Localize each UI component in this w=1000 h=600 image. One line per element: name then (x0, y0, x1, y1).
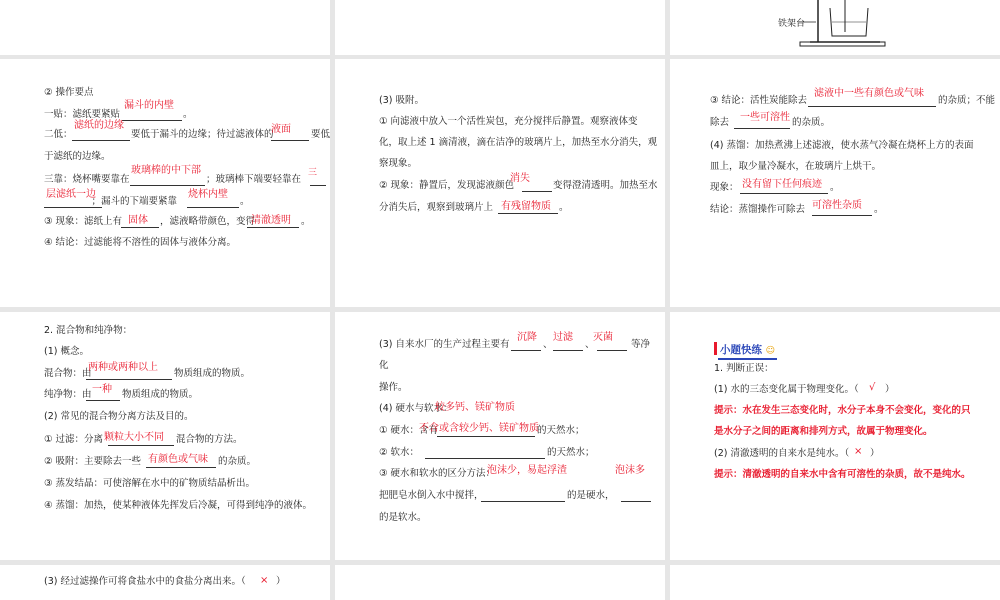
text-line: (3) 自来水厂的生产过程主要有 (379, 339, 510, 350)
blank-line (108, 445, 174, 446)
slide-quick-practice: 小题快练 ☺ 1. 判断正误： (1) 水的三态变化属于物理变化。（ √ ） 提示：水在发生三态变化时，水分子本身不会变化，变化的只 是水分子之间的距离和排列方式，故属于物理变化。 (2) 清澈透明的自来水是纯水。（ × ） 提示：清澈透明的自来水中含有可溶性的杂质，故不是纯水。 (670, 312, 1000, 560)
answer-text: 滤液中一些有颜色或气味 (814, 88, 924, 99)
text-line: ② 现象：静置后，发现滤液颜色 (379, 180, 515, 191)
hint-line: 是水分子之间的距离和排列方式，故属于物理变化。 (714, 426, 933, 437)
text-line: ② 吸附：主要除去一些 (44, 456, 142, 467)
slide-top-middle (335, 0, 665, 55)
text-line: ② 操作要点 (44, 87, 94, 98)
slide-water-treatment: (3) 自来水厂的生产过程主要有 、 、 等净 沉降 过滤 灭菌 化 操作。 (4) 硬水与软水： 较多钙、镁矿物质 ① 硬水：含有 的天然水； 不含或含较少钙、镁矿物质 ② 软水： 的天然水； ③ 硬水和软水的区分方法： 泡沫少，易起浮渣 泡沫多 把肥皂水倒入水中搅拌， 的是硬水， 的是软水。 (335, 312, 665, 560)
hint-line: 提示：水在发生三态变化时，水分子本身不会变化，变化的只 (714, 405, 971, 416)
text-line: ④ 结论：过滤能将不溶性的固体与液体分离。 (44, 237, 237, 248)
text-line: ③ 蒸发结晶：可使溶解在水中的矿物质结晶析出。 (44, 478, 256, 489)
answer-text: 较多钙、镁矿物质 (435, 402, 515, 413)
slide-bottom-right (670, 565, 1000, 600)
blank-line (72, 140, 130, 141)
answer-text: 不含或含较少钙、镁矿物质 (419, 423, 539, 434)
text-line: (1) 水的三态变化属于物理变化。（ (714, 384, 859, 395)
text-line: (2) 常见的混合物分离方法及目的。 (44, 411, 194, 422)
answer-text: 灭菌 (593, 332, 613, 343)
answer-cross-mark: × (260, 575, 269, 586)
blank-line (86, 400, 120, 401)
text-line: 混合物：由 (44, 368, 92, 379)
text-line: 分消失后，观察到玻璃片上 (379, 202, 494, 213)
blank-line (122, 120, 182, 121)
hint-line: 提示：清澈透明的自来水中含有可溶性的杂质，故不是纯水。 (714, 469, 971, 480)
answer-text: 可溶性杂质 (812, 200, 862, 211)
slide-adsorption: (3) 吸附。 ① 向滤液中放入一个活性炭包，充分搅拌后静置。观察液体变 化，取上述 1 滴清液，滴在洁净的玻璃片上，加热至水分消失，观 察现象。 ② 现象：静置后，发现滤液颜色 变得澄清透明。加热至水 消失 分消失后，观察到玻璃片上 。 有残留物质 (335, 59, 665, 307)
text-line: ③ 现象：滤纸上有 (44, 216, 123, 227)
answer-text: 有颜色或气味 (148, 454, 208, 465)
answer-text: 有残留物质 (501, 201, 551, 212)
text-line: 除去 (710, 117, 730, 128)
text-line: (3) 吸附。 (379, 95, 424, 106)
text-line: 三靠：烧杯嘴要靠在 (44, 174, 130, 185)
text-line: ① 向滤液中放入一个活性炭包，充分搅拌后静置。观察液体变 (379, 116, 638, 127)
text-line: 化，取上述 1 滴清液，滴在洁净的玻璃片上，加热至水分消失，观 (379, 137, 658, 148)
blank-line (121, 227, 159, 228)
text-line: 把肥皂水倒入水中搅拌， (379, 490, 484, 501)
text-line: ① 硬水：含有 (379, 425, 439, 436)
blank-line (437, 436, 535, 437)
answer-text: 清澈透明 (251, 215, 291, 226)
answer-text: 颗粒大小不同 (104, 432, 164, 443)
text-line: 结论：蒸馏操作可除去 (710, 204, 806, 215)
answer-text: 没有留下任何痕迹 (742, 179, 822, 190)
text-line: 1. 判断正误： (714, 363, 774, 374)
blank-line (425, 458, 545, 459)
blank-line (621, 501, 651, 502)
blank-line (597, 350, 627, 351)
answer-text: 固体 (128, 215, 148, 226)
text-line: (4) 硬水与软水： (379, 403, 453, 414)
blank-line (86, 379, 172, 380)
slide-mixture-pure: 2. 混合物和纯净物： (1) 概念。 混合物：由 物质组成的物质。 两种或两种以上 纯净物：由 物质组成的物质。 一种 (2) 常见的混合物分离方法及目的。 ① 过滤：分离 混合物的方法。 颗粒大小不同 ② 吸附：主要除去一些 的杂质。 有颜色或气味 ③ 蒸发结晶：可使溶解在水中的矿物质结晶析出。 ④ 蒸馏：加热，使某种液体先挥发后冷凝，可得到纯净的液体。 (0, 312, 330, 560)
text-line: 的是软水。 (379, 512, 427, 523)
answer-text: 一种 (92, 384, 112, 395)
answer-text: 滤纸的边缘 (74, 120, 124, 131)
text-line: ② 软水： (379, 447, 420, 458)
text-line: 皿上，取少量冷凝水，在玻璃片上烘干。 (710, 161, 882, 172)
text-line: (1) 概念。 (44, 346, 89, 357)
blank-line (310, 185, 326, 186)
slide-top-right (670, 0, 1000, 55)
text-line: 2. 混合物和纯净物： (44, 325, 133, 336)
slide-bottom-left: (3) 经过滤操作可将食盐水中的食盐分离出来。（ × ） (0, 565, 330, 600)
text-line: ；漏斗的下端要紧靠 (91, 196, 178, 207)
answer-text: 玻璃棒的中下部 (131, 165, 201, 176)
blank-line (130, 185, 205, 186)
iron-stand-label: 铁架台 (778, 19, 806, 29)
text-line: ③ 结论：活性炭能除去 (710, 95, 808, 106)
quick-practice-badge: 小题快练 ☺ (718, 342, 777, 360)
blank-line (740, 193, 828, 194)
answer-text: 烧杯内壁 (188, 189, 228, 200)
blank-line (498, 213, 558, 214)
text-line: (4) 蒸馏：加热煮沸上述滤液，使水蒸气冷凝在烧杯上方的表面 (710, 140, 974, 151)
answer-text: 两种或两种以上 (88, 362, 158, 373)
blank-line (247, 227, 299, 228)
text-line: (2) 清澈透明的自来水是纯水。（ (714, 448, 850, 459)
answer-text: 漏斗的内壁 (124, 100, 174, 111)
text-line: 操作。 (379, 382, 408, 393)
text-line: 一贴：滤纸要紧贴 (44, 109, 121, 120)
iron-stand-diagram (670, 0, 1000, 55)
text-line: 化 (379, 360, 389, 371)
blank-line (553, 350, 583, 351)
answer-text: 泡沫多 (615, 465, 645, 476)
slide-filtration-points: ② 操作要点 一贴：滤纸要紧贴 。 漏斗的内壁 二低： 要低于漏斗的边缘；待过滤液体的 要低 滤纸的边缘 液面 于滤纸的边缘。 三靠：烧杯嘴要靠在 ；玻璃棒下端要轻靠在 玻璃棒的中下部 三 ；漏斗的下端要紧靠 。 层滤纸一边 烧杯内壁 ③ 现象：滤纸上有 ，滤液略带颜色，变得 。 固体 清澈透明 ④ 结论：过滤能将不溶性的固体与液体分离。 (0, 59, 330, 307)
badge-icon: ☺ (765, 346, 776, 356)
slide-distillation: ③ 结论：活性炭能除去 的杂质；不能 滤液中一些有颜色或气味 除去 的杂质。 一些可溶性 (4) 蒸馏：加热煮沸上述滤液，使水蒸气冷凝在烧杯上方的表面 皿上，取少量冷凝水，在玻璃片上烘干。 现象： 。 没有留下任何痕迹 结论：蒸馏操作可除去 。 可溶性杂质 (670, 59, 1000, 307)
text-line: ④ 蒸馏：加热，使某种液体先挥发后冷凝，可得到纯净的液体。 (44, 500, 313, 511)
blank-line (511, 350, 541, 351)
text-line: 现象： (710, 182, 739, 193)
text-line: ① 过滤：分离 (44, 434, 104, 445)
answer-text: 过滤 (553, 332, 573, 343)
blank-line (808, 106, 936, 107)
blank-line (44, 207, 102, 208)
text-line: 二低： (44, 129, 73, 140)
slide-bottom-middle (335, 565, 665, 600)
answer-text: 层滤纸一边 (46, 189, 96, 200)
blank-line (812, 215, 872, 216)
text-line: ③ 硬水和软水的区分方法： (379, 468, 496, 479)
slide-top-left (0, 0, 330, 55)
text-line: 察现象。 (379, 158, 418, 169)
answer-text: 三 (308, 168, 318, 178)
blank-line (271, 140, 309, 141)
blank-line (146, 467, 216, 468)
answer-text: 泡沫少，易起浮渣 (487, 465, 567, 476)
text-line: 于滤纸的边缘。 (44, 151, 111, 162)
text-line: 纯净物：由 (44, 389, 92, 400)
answer-text: 液面 (271, 124, 291, 135)
answer-text: 消失 (510, 173, 530, 184)
answer-cross-mark: × (854, 446, 863, 457)
blank-line (481, 501, 565, 502)
blank-line (187, 207, 239, 208)
text-line: (3) 经过滤操作可将食盐水中的食盐分离出来。（ (44, 576, 246, 587)
blank-line (522, 191, 552, 192)
answer-text: 一些可溶性 (740, 112, 790, 123)
answer-text: 沉降 (517, 332, 537, 343)
blank-line (734, 128, 790, 129)
answer-check-mark: √ (869, 382, 876, 393)
